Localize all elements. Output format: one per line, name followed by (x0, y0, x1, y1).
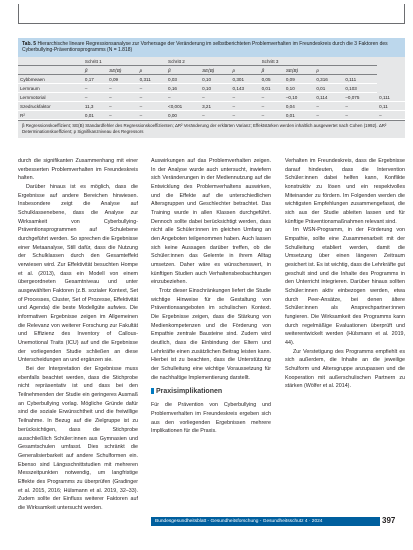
subhead: β (166, 66, 200, 75)
table-cell: 0,09 (284, 75, 314, 84)
table-cell: – (314, 102, 343, 111)
page-number: 397 (382, 516, 396, 525)
step-3-header: Schritt 3 (260, 57, 378, 66)
table-cell: – (231, 93, 260, 102)
table-cell: – (231, 111, 260, 120)
table-row (18, 93, 405, 102)
regression-table (18, 38, 405, 138)
table-cell: 0,17 (83, 75, 107, 84)
table-cell: 0,103 (343, 84, 377, 93)
table-cell: –0,075 (343, 93, 377, 102)
table-cell: 0,11 (377, 102, 405, 111)
paragraph: durch die signifikanten Zusammenhang mit einer verbesserten Problemverhalten im Freundeskreis halten. (18, 158, 138, 182)
table-cell: – (83, 93, 107, 102)
subhead: β (83, 66, 107, 75)
table-row (18, 111, 405, 120)
heading-marker (151, 388, 154, 394)
table-cell: 0,10 (284, 84, 314, 93)
table-cell: – (260, 102, 284, 111)
table-cell: 0,01 (284, 111, 314, 120)
subhead: SE(B) (200, 66, 230, 75)
table-cell: 3,21 (200, 102, 230, 111)
table-cell: 0,114 (314, 93, 343, 102)
row-label: Szedruckfaktor (18, 102, 83, 111)
table-cell: – (107, 102, 137, 111)
table-cell: 0,10 (200, 84, 230, 93)
table-cell: – (107, 93, 137, 102)
table-cell: 0,10 (200, 75, 230, 84)
table-cell: 0,111 (343, 75, 377, 84)
table-cell: – (166, 93, 200, 102)
table-cell: – (343, 102, 377, 111)
table-caption-text: Hierarchische lineare Regressionsanalyse zur Vorhersage der Veränderung im selbstberichteten Problemverhalten im Freundeskreis durch die 3 Faktoren des Cyberbullying-Präventionsprogramms (N = 1.818) (22, 41, 388, 54)
subhead: β (260, 66, 284, 75)
table-cell: 0,16 (166, 84, 200, 93)
table-cell: 0,143 (231, 84, 260, 93)
paragraph: Trotz dieser Einschränkungen liefert die Studie wichtige Hinweise für die Gestaltung von Präventionsangeboten im schulischen Kontext. Die Ergebnisse zeigen, dass die Stärkung von Medienkompetenzen und die Förderung von Empathie zentrale Bausteine sind. Zudem wird deutlich, dass die Einbindung der Eltern und Lehrkräfte einen zusätzlichen Beitrag leisten kann. Hierbei ist zu beachten, dass die Unterstützung der Schulleitung eine wichtige Voraussetzung für die nachhaltige Implementierung darstellt. (151, 288, 271, 381)
table-cell: 0,111 (377, 93, 405, 102)
table-cell: 0,01 (314, 84, 343, 93)
table-row (18, 102, 405, 111)
table-row (18, 84, 405, 93)
table-cell: 0,09 (107, 75, 137, 84)
subhead: SE(B) (107, 66, 137, 75)
table-cell: 0,01 (260, 84, 284, 93)
table-cell: 0,03 (166, 75, 200, 84)
table-cell: <0,001 (166, 102, 200, 111)
table-cell: 0,311 (138, 75, 166, 84)
paragraph: Auswirkungen auf das Problemverhalten zeigen. In der Analyse wurde auch untersucht, inwiefern sich Veränderungen in der Mediennutzung auf die Entwicklung des Problemverhaltens auswirken, und die Effekte auf die unterschiedlichen Altersgruppen und Geschlechter betrachtet. Das Training wurde in allen Klassen durchgeführt. Dennoch sollte dabei berücksichtigt werden, dass nicht alle Schüler:innen im gleichen Umfang an den Angeboten teilgenommen haben. Auch lassen sich keine Aussagen darüber treffen, ob die Schüler:innen das Gelernte in ihrem Alltag umsetzen. Daher wäre es wünschenswert, in künftigen Studien auch Verhaltensbeobachtungen einzubeziehen. (151, 158, 271, 286)
row-label: Lernmotorial (18, 93, 83, 102)
row-label: R² (18, 111, 83, 120)
table-cell: – (138, 102, 166, 111)
text-column-2 (151, 157, 271, 436)
table-body (18, 75, 405, 120)
table-cell: – (107, 84, 137, 93)
table-cell: – (138, 93, 166, 102)
table-cell: 0,04 (284, 102, 314, 111)
subhead: SE(B) (284, 66, 314, 75)
table-cell: – (83, 84, 107, 93)
header-frame (18, 4, 405, 24)
paragraph: Für die Prävention von Cyberbullying und Problemverhalten im Freundeskreis ergeben sich aus den vorliegenden Ergebnissen mehrere Implikationen für die Praxis. (151, 402, 271, 435)
table-cell: 0,01 (83, 111, 107, 120)
table-cell: 0,00 (166, 111, 200, 120)
table-cell: – (314, 111, 343, 120)
subhead: p (138, 66, 166, 75)
table-cell: – (200, 93, 230, 102)
section-heading-text: Praxisimplikationen (156, 388, 223, 396)
step-1-header: Schritt 1 (83, 57, 166, 66)
table-cell: 0,05 (260, 75, 284, 84)
text-column-1 (18, 157, 138, 513)
table-cell: –0,10 (284, 93, 314, 102)
table-subhead-row (18, 66, 405, 75)
paragraph: Darüber hinaus ist es möglich, dass die Ergebnisse auf andere Bereichen hinwiesen. Insbesondere zeigt die Analyse auf Schulklassenebene, dass die Analyse zur Wirksamkeit von Cyberbullying-Präventionsprogrammen auf Schulebene durchgeführt werden. So sprechen die Ergebnisse einer Metaanalyse, Still dafür, dass die Nutzung der Schulklassen durch den Gesamteffekt verwiesen wird. Zur Effektivität besuchten Hompe et al. (2013), dass ein Modell von einem übergeordneten Gesamtniveau und unter ausgewählten Faktoren (z.B. sozialer Kontext, Set of Processes, Cluster, Set of Prozesse, Effektivität und Agenda) die beste Modellgüte aufwies. Die informativen Ergebnisse zeigen im Allgemeinen die Relevanz von weiterer Forschung zur Fakultät und Effizienz des Inventory of Callous-Unemotional Traits (ICU) auf und die Ergebnisse der vorliegenden Studie schließen an diese Unterscheidungen an und ergänzen sie. (18, 184, 138, 364)
subhead: p (231, 66, 260, 75)
section-heading (151, 387, 271, 396)
table-cell: – (138, 111, 166, 120)
table-cell: – (200, 111, 230, 120)
table-cell: 0,301 (231, 75, 260, 84)
paragraph: Zur Verstetigung des Programms empfiehlt es sich außerdem, die Inhalte an die jeweilige Schulform und Altersgruppe anzupassen und die Kooperation mit außerschulischen Partnern zu stärken (Wölfer et al. 2014). (285, 348, 405, 390)
row-label: Cybbmeaen (18, 75, 83, 84)
table-cell: – (343, 111, 377, 120)
table-label: Tab. 5 (22, 41, 37, 47)
text-column-3 (285, 157, 405, 391)
table-step-row (18, 57, 405, 66)
subhead: p (314, 66, 343, 75)
table-footnote: β Regressionskoeffizient; SE(B) Standardfehler des Regressionskoeffizienten; ΔR² Veränderung der erklärten Varianz; Effektstärken werden inhaltlich ausgewertet nach Cohen (1992). ΔR² Determinationskoeffizient; p Signifikanzniveau des Regressors (18, 120, 405, 137)
table-cell: – (377, 111, 405, 120)
table-caption (18, 38, 405, 57)
table-grid (18, 57, 405, 121)
journal-footer: Bundesgesundheitsblatt - Gesundheitsforschung - Gesundheitsschutz 4 · 2024 (151, 517, 380, 526)
table-row (18, 75, 405, 84)
table-cell: 11,3 (83, 102, 107, 111)
table-cell: – (138, 84, 166, 93)
table-cell: – (260, 93, 284, 102)
table-cell: 0,316 (314, 75, 343, 84)
paragraph: Bei der Interpretation der Ergebnisse muss ebenfalls beachtet werden, dass die Stichprobe nicht repräsentativ ist und dass bei den Teilnehmenden der Studie ein geringeres Ausmaß an Cyberbullying vorlag. Mögliche Gründe dafür sind die soziale Erwünschtheit und die freiwillige Teilnahme. In Bezug auf die Zielgruppe ist zu berücksichtigen, dass die Stichprobe ausschließlich Schüler:innen aus Gymnasien und Gesamtschulen umfasst. Dies schränkt die Generalisierbarkeit auf andere Schulformen ein. Ebenso sind Längsschnittstudien mit mehreren Messzeitpunkten notwendig, um langfristige Effekte des Programms zu überprüfen (Gradinger et al. 2015, 2016; Hülsmann et al. 2019, 32–33). Zudem sollte der Einfluss weiterer Faktoren auf die Wirksamkeit untersucht werden. (18, 366, 138, 511)
table-cell: – (107, 111, 137, 120)
table-cell: – (231, 102, 260, 111)
table-cell: – (260, 111, 284, 120)
paragraph: Im WSN-Programm, in der Förderung von Empathie, sollte eine Zusammenarbeit mit der Schulleitung etabliert werden, damit die Umsetzung über einen längeren Zeitraum gesichert ist. Es ist wichtig, dass die Lehrkräfte gut geschult sind und die Inhalte des Programms in den Unterricht integrieren. Darüber hinaus sollten Schüler:innen aktiv einbezogen werden, etwa durch Peer-Ansätze, bei denen ältere Schüler:innen als Ansprechpartner:innen fungieren. Die Wirksamkeit des Programms kann durch regelmäßige Evaluationen überprüft und weiterentwickelt werden (Hülsmann et al. 2019, 44). (285, 227, 405, 347)
row-label: Lernraum (18, 84, 83, 93)
paragraph: Verhalten im Freundeskreis, dass die Ergebnisse darauf hindeuten, dass die Intervention Schüler:innen dabei helfen kann, Konflikte konstruktiv zu lösen und ein respektvolles Miteinander zu fördern. Im Folgenden werden die wichtigsten Empfehlungen zusammengefasst, die sich aus der Studie ableiten lassen und für künftige Präventionsmaßnahmen relevant sind. (285, 158, 405, 225)
step-2-header: Schritt 2 (166, 57, 260, 66)
